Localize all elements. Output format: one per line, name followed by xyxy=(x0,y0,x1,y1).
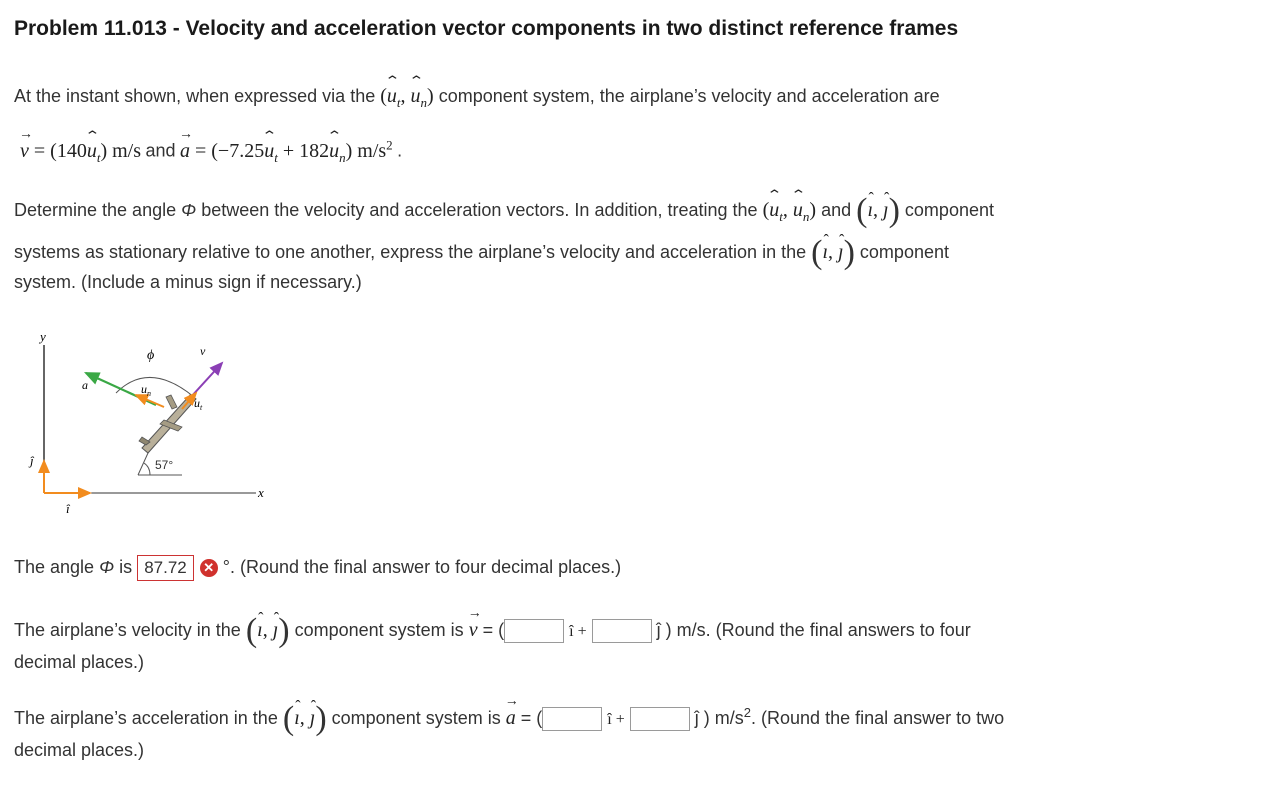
angle-ref-ray xyxy=(138,453,148,475)
problem-title: Problem 11.013 - Velocity and acceleration vector components in two distinct reference frames xyxy=(14,17,959,40)
q1-line: The angle Φ is 87.72 ✕ °. (Round the final answer to four decimal places.) xyxy=(14,555,621,581)
ij-system-3: (ˆ ı, ˆ ȷ) xyxy=(246,620,290,640)
determine-line-1: Determine the angle Φ between the velocity and acceleration vectors. In addition, treating the (⌃ $u_t$, ⌃ $u_n$) and (ˆ ı, ˆ ȷ) component xyxy=(14,192,994,230)
q3-line-2: decimal places.) xyxy=(14,740,145,760)
angle-answer-field[interactable]: 87.72 xyxy=(137,555,194,581)
a-expression: → a = (−7.25⌃ $u_t$ + 182⌃ $u_n$) $m/s^2$ xyxy=(180,140,393,162)
acceleration-j-input[interactable] xyxy=(630,707,690,731)
phi-symbol: Φ xyxy=(181,200,197,220)
velocity-j-input[interactable] xyxy=(592,619,652,643)
incorrect-icon[interactable]: ✕ xyxy=(200,559,218,577)
determine-line-2: systems as stationary relative to one another, express the airplane’s velocity and acceleration in the (ˆ ı, ˆ ȷ) component xyxy=(14,234,949,272)
velocity-i-input[interactable] xyxy=(504,619,564,643)
x-axis-label: x xyxy=(258,485,264,500)
q1-phi: Φ xyxy=(99,556,115,577)
velocity-vector xyxy=(190,363,222,398)
angle-57-label: 57° xyxy=(155,458,174,472)
acceleration-label: a xyxy=(82,378,88,392)
ut-un-system-2: (⌃ $u_t$, ⌃ $u_n$) xyxy=(763,199,816,221)
ut-un-system: (⌃ $u_t$, ⌃ $u_n$) xyxy=(380,85,433,107)
ut-label: $u_t$ xyxy=(194,396,203,412)
angle-ref-arc xyxy=(144,463,150,475)
intro-text-2: component system, the airplane’s velocity and acceleration are xyxy=(438,86,940,106)
i-hat-label: î xyxy=(66,501,70,516)
period: . xyxy=(397,140,403,161)
v-expression: → v = (140⌃ $u_t$) m/s xyxy=(20,140,141,162)
q3-line-1: The airplane’s acceleration in the (ˆ ı, ˆ ȷ) component system is → a = ( î + ĵ ) $m/s^2$. (Round the final answer to two xyxy=(14,700,1004,738)
intro-line xyxy=(14,85,940,111)
phi-arc xyxy=(116,377,194,397)
ij-system-2: (ˆ ı, ˆ ȷ) xyxy=(811,242,855,262)
ij-system-4: (ˆ ı, ˆ ȷ) xyxy=(283,708,327,728)
j-hat-label: ĵ xyxy=(30,453,34,468)
airplane-figure xyxy=(14,325,274,520)
velocity-label: v xyxy=(200,344,206,358)
intro-text-1: At the instant shown, when expressed via the xyxy=(14,86,376,106)
given-vectors xyxy=(20,137,402,166)
determine-line-3: system. (Include a minus sign if necessary.) xyxy=(14,272,362,292)
y-axis-label: y xyxy=(40,329,46,344)
q2-line-1: The airplane’s velocity in the (ˆ ı, ˆ ȷ) component system is → v = ( î + ĵ ) m/s. (Round the final answers to four xyxy=(14,612,971,650)
acceleration-i-input[interactable] xyxy=(542,707,602,731)
and-label: and xyxy=(145,140,176,161)
q2-line-2: decimal places.) xyxy=(14,652,145,672)
ij-system-1: (ˆ ı, ˆ ȷ) xyxy=(856,200,900,220)
un-label: $u_n$ xyxy=(141,382,151,398)
phi-label: ϕ xyxy=(147,348,155,363)
